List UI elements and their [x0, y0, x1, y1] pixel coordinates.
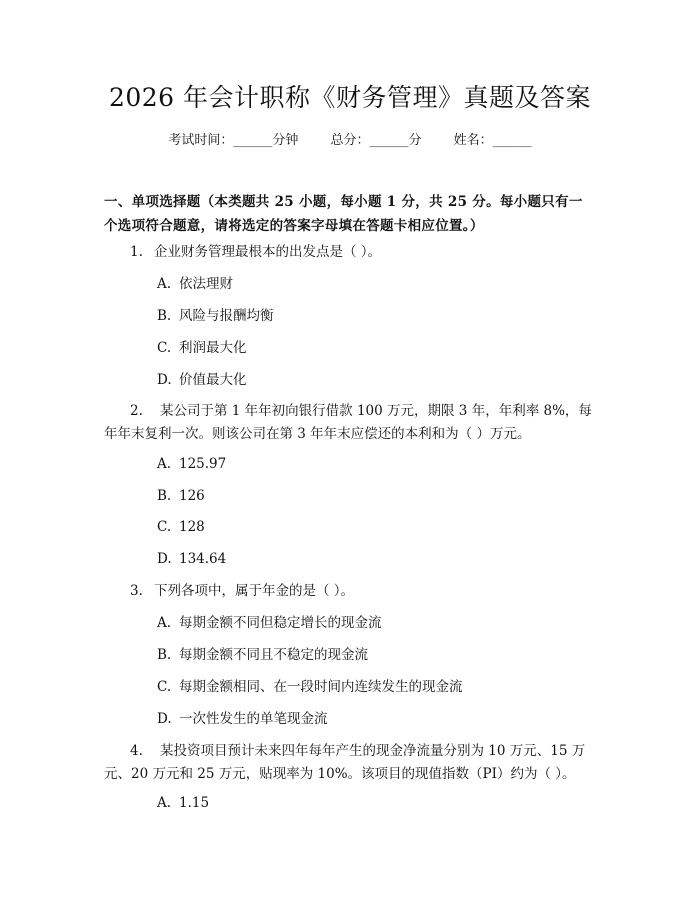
question-3-option-a — [157, 612, 577, 634]
question-2-option-b — [157, 485, 577, 507]
option-text: 128 — [179, 519, 205, 535]
question-number: 2. — [130, 403, 143, 419]
name-field: 姓名：______ — [453, 133, 532, 148]
question-1-option-b — [157, 305, 577, 327]
question-2-option-a — [157, 453, 577, 475]
question-4-option-a — [157, 792, 577, 814]
option-letter: C. — [157, 519, 172, 535]
question-1-option-d — [157, 369, 577, 391]
question-number: 3. — [130, 583, 143, 599]
question-number: 4. — [130, 743, 143, 759]
option-letter: D. — [157, 551, 172, 567]
option-letter: B. — [157, 647, 172, 663]
question-text: 某公司于第 1 年年初向银行借款 100 万元，期限 3 年，年利率 8%，每年年末复利一次。则该公司在第 3 年年末应偿还的本利和为（ ）万元。 — [104, 403, 592, 442]
question-3 — [104, 580, 594, 603]
option-text: 利润最大化 — [179, 340, 247, 356]
question-1 — [104, 241, 594, 264]
option-letter: D. — [157, 372, 172, 388]
option-text: 风险与报酬均衡 — [179, 308, 274, 324]
section-heading: 一、单项选择题（本类题共 25 小题，每小题 1 分，共 25 分。每小题只有一个选项符合题意，请将选定的答案字母填在答题卡相应位置。） — [104, 194, 583, 234]
option-letter: B. — [157, 488, 172, 504]
exam-time-field: 考试时间：______分钟 — [168, 133, 299, 148]
option-text: 134.64 — [179, 551, 227, 567]
question-2-option-d — [157, 548, 577, 570]
question-3-option-b — [157, 644, 577, 666]
option-text: 一次性发生的单笔现金流 — [179, 711, 328, 727]
option-letter: A. — [157, 456, 172, 472]
option-letter: C. — [157, 679, 172, 695]
option-text: 价值最大化 — [179, 372, 247, 388]
option-letter: B. — [157, 308, 172, 324]
option-text: 125.97 — [179, 456, 227, 472]
option-letter: D. — [157, 711, 172, 727]
question-2-option-c — [157, 516, 577, 538]
option-text: 每期金额不同且不稳定的现金流 — [179, 647, 368, 663]
total-score-field: 总分：______分 — [330, 133, 422, 148]
option-text: 依法理财 — [179, 276, 233, 292]
page-title: 2026 年会计职称《财务管理》真题及答案 — [108, 83, 592, 112]
option-letter: A. — [157, 795, 172, 811]
question-4 — [104, 740, 594, 786]
question-1-option-c — [157, 337, 577, 359]
question-1-option-a — [157, 273, 577, 295]
question-3-option-d — [157, 708, 577, 730]
question-text: 下列各项中，属于年金的是（ ）。 — [154, 583, 355, 599]
option-letter: C. — [157, 340, 172, 356]
question-number: 1. — [130, 244, 143, 260]
option-text: 每期金额不同但稳定增长的现金流 — [179, 615, 382, 631]
option-letter: A. — [157, 615, 172, 631]
question-text: 某投资项目预计未来四年每年产生的现金净流量分别为 10 万元、15 万元、20 万元和 25 万元，贴现率为 10%。该项目的现值指数（PI）约为（ ）。 — [104, 743, 586, 782]
exam-meta — [0, 131, 700, 151]
question-3-option-c — [157, 676, 577, 698]
option-text: 126 — [179, 488, 205, 504]
option-text: 1.15 — [179, 795, 210, 811]
option-text: 每期金额相同、在一段时间内连续发生的现金流 — [179, 679, 463, 695]
question-2 — [104, 400, 594, 446]
question-text: 企业财务管理最根本的出发点是（ ）。 — [154, 244, 382, 260]
option-letter: A. — [157, 276, 172, 292]
